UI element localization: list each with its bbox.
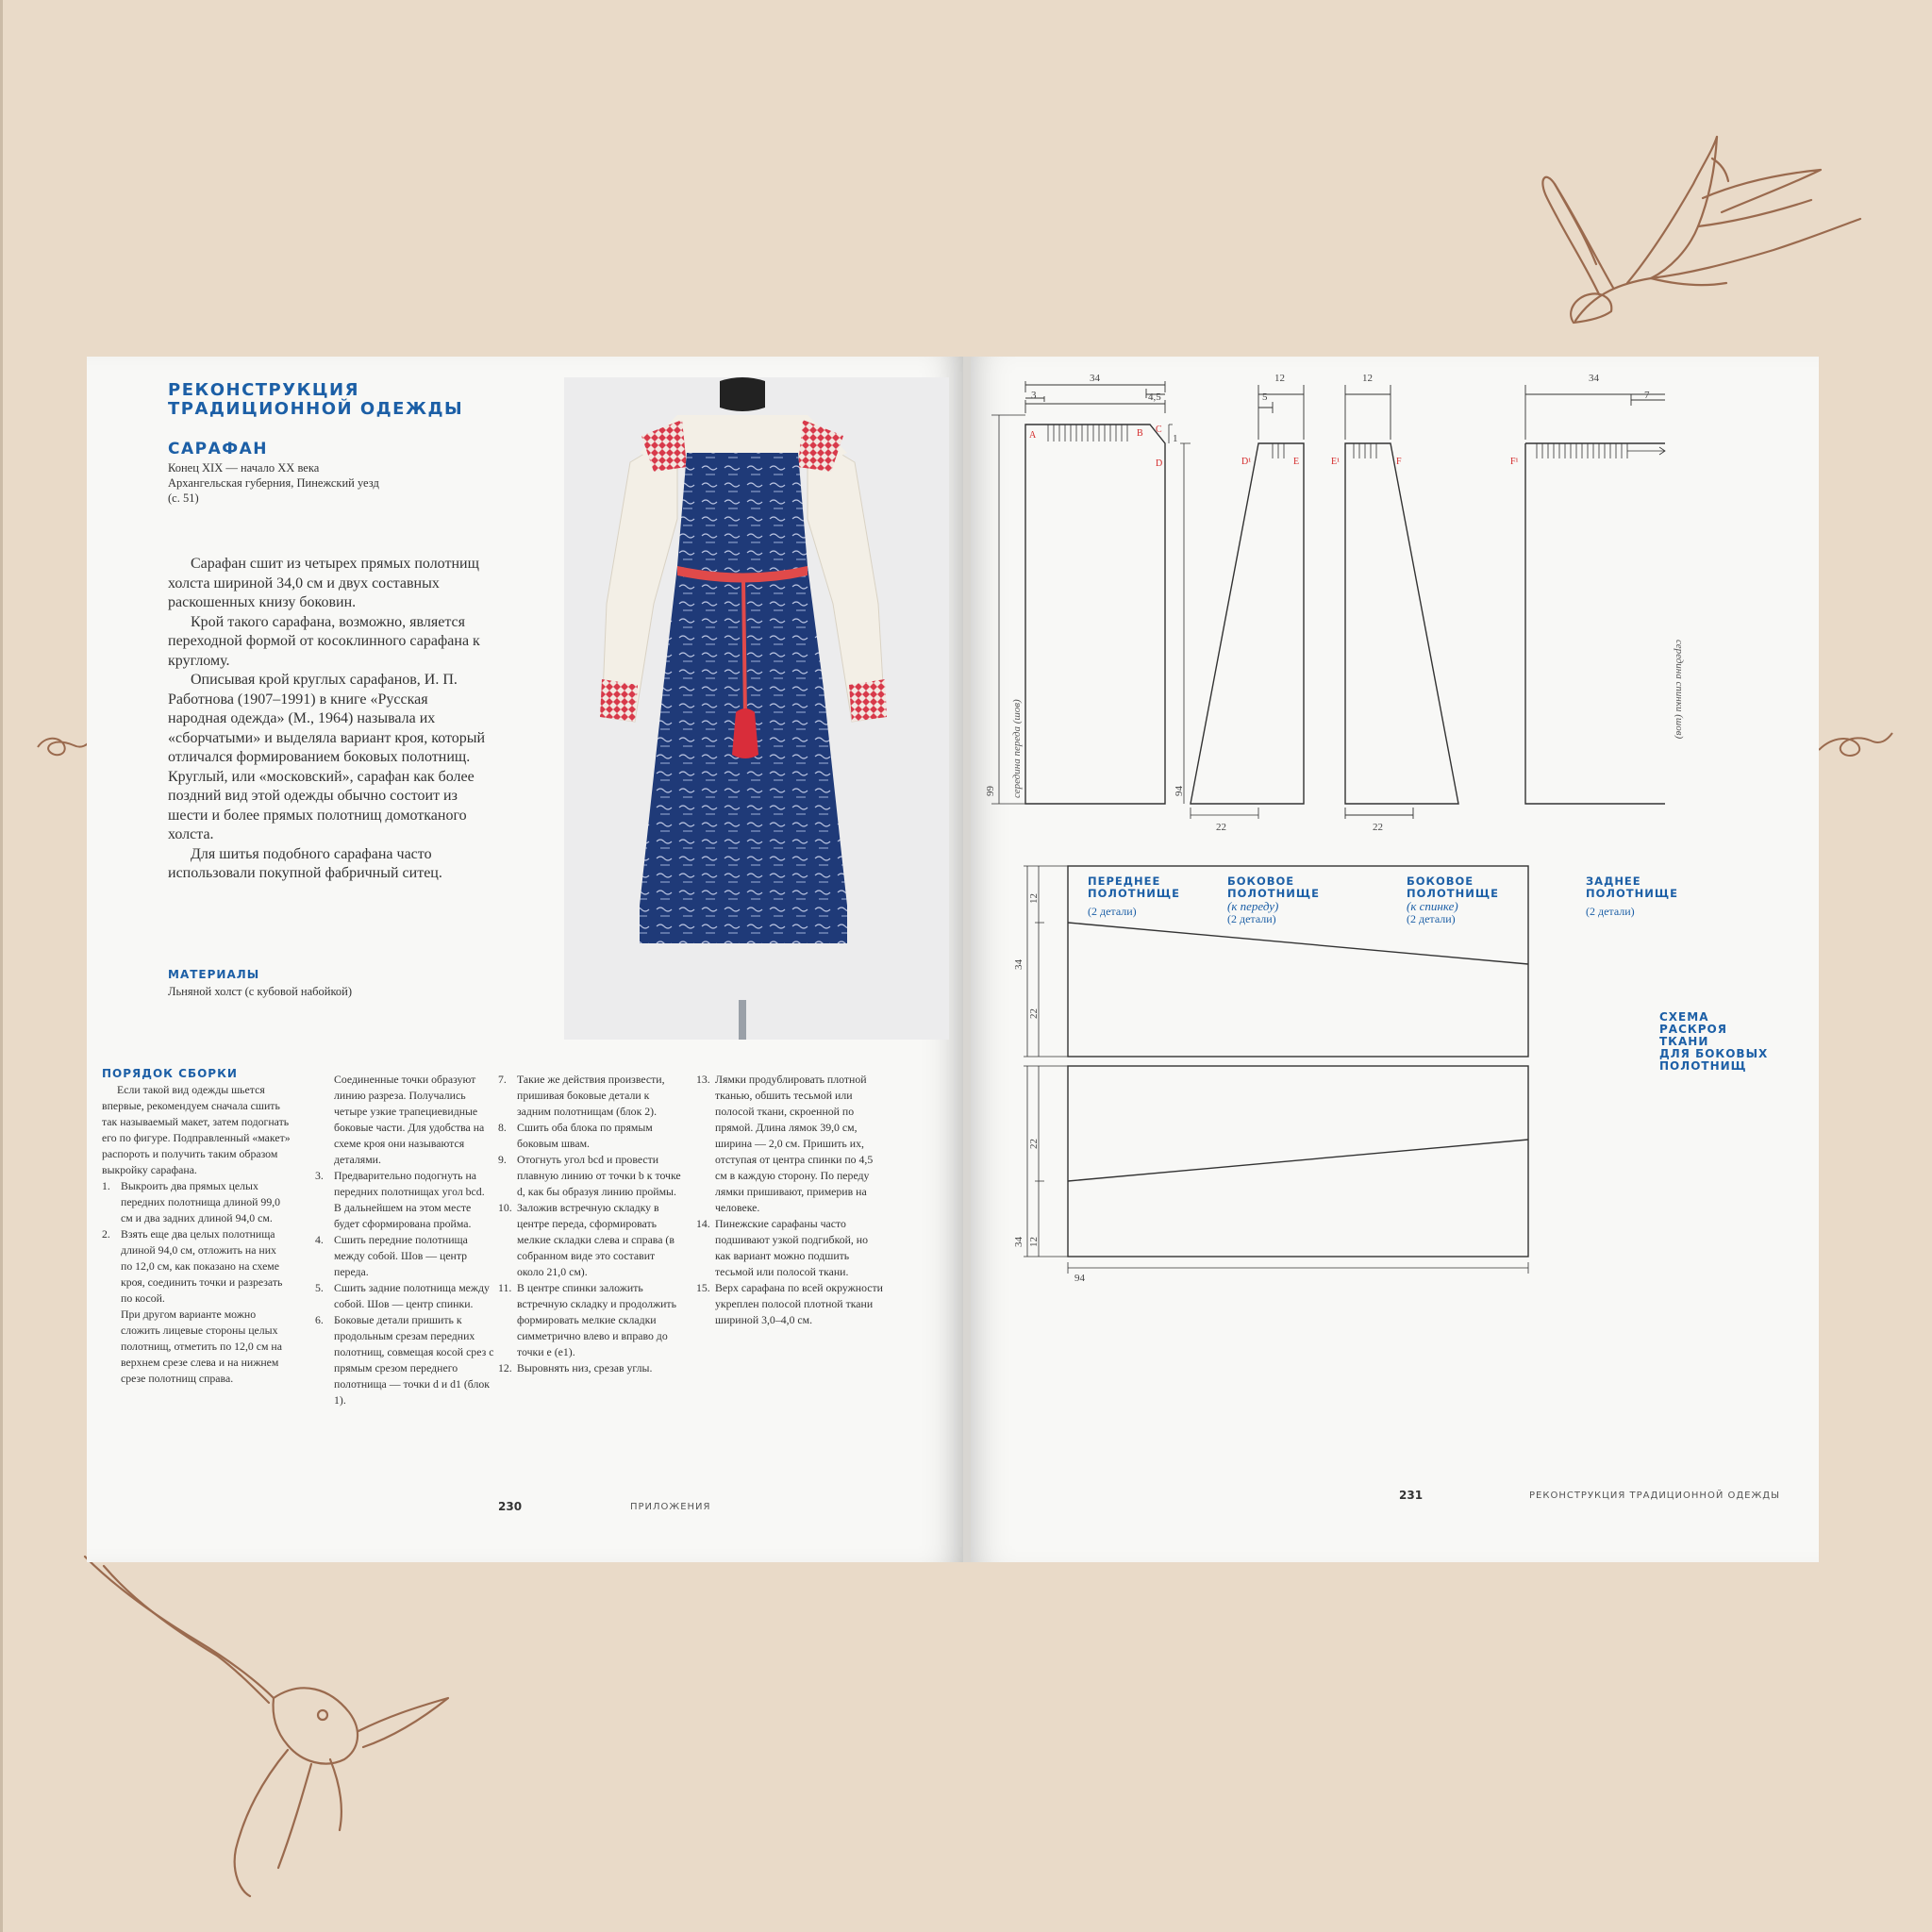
intro-paragraph: Описывая крой круглых сарафанов, И. П. Работнова (1907–1991) в книге «Русская народная одежда» (М., 1964) называла их «сборчатыми» и выделяла вариант кроя, который отличался формированием боковых полотнищ. Круглый, или «московский», сарафан как более поздний вид этой одежды обычно состоит из шести и более прямых полотнищ домотканого холста.	[168, 672, 486, 842]
cut-schema-rect-2	[1068, 1066, 1528, 1257]
point-e1: E¹	[1331, 457, 1341, 467]
front-dims	[1025, 381, 1165, 413]
right-page	[971, 357, 1819, 1562]
step-note: При другом варианте можно сложить лицевые стороны целых полотнищ, отметить по 12,0 см на верхнем срезе слева и на нижнем срезе полотнищ справа.	[121, 1307, 282, 1385]
dim-label: 5	[1262, 391, 1268, 403]
point-a: A	[1029, 430, 1037, 441]
dim-label: 22	[1028, 1139, 1040, 1149]
dim-label: 12	[1028, 893, 1040, 904]
dim-label: 34	[1013, 1237, 1024, 1247]
panel-name: ПЕРЕДНЕЕ ПОЛОТНИЩЕ	[1088, 874, 1180, 900]
point-c: C	[1156, 425, 1162, 435]
assembly-step	[102, 1178, 291, 1226]
assembly-step	[498, 1072, 683, 1120]
running-head-right: РЕКОНСТРУКЦИЯ ТРАДИЦИОННОЙ ОДЕЖДЫ	[1529, 1491, 1780, 1501]
side-front-outline	[1191, 443, 1304, 804]
cut-line-1	[1068, 923, 1528, 964]
dim-label: 1	[1173, 433, 1178, 444]
point-d1: D¹	[1241, 457, 1252, 467]
label-back-panel	[1586, 875, 1678, 918]
dim-label: 34	[1589, 373, 1599, 384]
assembly-step	[498, 1280, 683, 1360]
item-title: САРАФАН	[168, 440, 268, 458]
dim-label: 12	[1274, 373, 1285, 384]
assembly-step	[498, 1200, 683, 1280]
panel-name: БОКОВОЕ ПОЛОТНИЩЕ	[1407, 874, 1499, 900]
assembly-column-3	[498, 1072, 683, 1376]
dim-label: 94	[1074, 1273, 1085, 1284]
step-number: 11.	[498, 1281, 512, 1294]
seam-label-front: середина переда (шов)	[1011, 699, 1023, 798]
step-number: 13.	[696, 1073, 710, 1086]
assembly-step	[696, 1280, 885, 1328]
step-text: Верх сарафана по всей окружности укреплен полосой плотной ткани шириной 3,0–4,0 см.	[715, 1281, 883, 1326]
step-text: Боковые детали пришить к продольным срезам передних полотнищ, совмещая косой срез с прямым срезом переднего полотнища — точки d и d1 (блок 1).	[334, 1313, 494, 1407]
step-text: Выкроить два прямых целых передних полотнища длиной 99,0 см и два задних длиной 94,0 см.	[121, 1179, 281, 1224]
step-text: Отогнуть угол bcd и провести плавную линию от точки b к точке d, как бы образуя линию проймы.	[517, 1153, 681, 1198]
step-text: Сшить задние полотнища между собой. Шов — центр спинки.	[334, 1281, 490, 1310]
pattern-diagram	[971, 357, 1819, 1562]
dim-label: 7	[1644, 390, 1650, 401]
side-back-pleats	[1354, 443, 1376, 458]
step-text: Пинежские сарафаны часто подшивают узкой подгибкой, но как вариант можно подшить тесьмой или полосой ткани.	[715, 1217, 869, 1278]
ornament-left	[36, 726, 92, 764]
assembly-step	[315, 1280, 494, 1312]
point-b: B	[1137, 428, 1143, 439]
dim-label: 22	[1028, 1008, 1040, 1019]
panel-qty: (2 детали)	[1227, 912, 1276, 925]
dim-label: 22	[1216, 822, 1226, 833]
meta-line: Конец XIX — начало XX века	[168, 461, 320, 475]
background-edge	[0, 0, 3, 1932]
assembly-step	[498, 1152, 683, 1200]
seam-label-back: середина спинки (шов)	[1674, 640, 1685, 740]
step-text: Такие же действия произвести, пришивая боковые детали к задним полотнищам (блок 2).	[517, 1073, 665, 1118]
assembly-heading: ПОРЯДОК СБОРКИ	[102, 1067, 238, 1080]
front-panel-outline	[1025, 425, 1165, 804]
step-number: 15.	[696, 1281, 710, 1294]
step-number: 12.	[498, 1361, 512, 1374]
intro-paragraph: Для шитья подобного сарафана часто использовали покупной фабричный ситец.	[168, 845, 442, 881]
front-pleats	[1048, 425, 1127, 441]
step-note: Соединенные точки образуют линию разреза. Получались четыре узкие трапециевидные боковые части. Для удобства на схеме кроя они называются деталями.	[334, 1073, 485, 1166]
step-text: Выровнять низ, срезав углы.	[517, 1361, 653, 1374]
ornament-right	[1819, 722, 1894, 769]
cut-schema-label: СХЕМА РАСКРОЯ ТКАНИ ДЛЯ БОКОВЫХ ПОЛОТНИЩ	[1659, 1010, 1769, 1073]
swallow-illustration-top-right	[1509, 94, 1868, 340]
intro-paragraph: Сарафан сшит из четырех прямых полотнищ холста шириной 34,0 см и двух составных раскошенных книзу боковин.	[168, 556, 479, 610]
assembly-step	[498, 1120, 683, 1152]
back-pleats	[1537, 443, 1627, 458]
dim-label: 12	[1362, 373, 1373, 384]
dim-label: 12	[1028, 1237, 1040, 1247]
assembly-step	[315, 1168, 494, 1232]
dim-label: 22	[1373, 822, 1383, 833]
step-text: Сшить оба блока по прямым боковым швам.	[517, 1121, 653, 1150]
meta-line: Архангельская губерния, Пинежский уезд	[168, 476, 379, 490]
step-number: 4.	[315, 1233, 324, 1246]
step-number: 2.	[102, 1227, 110, 1241]
dim-label: 34	[1090, 373, 1100, 384]
panel-qty: (2 детали)	[1586, 905, 1635, 918]
step-number: 3.	[315, 1169, 324, 1182]
panel-qty: (2 детали)	[1407, 912, 1456, 925]
assembly-step	[315, 1312, 494, 1408]
step-number: 9.	[498, 1153, 507, 1166]
sarafan-photo	[564, 377, 949, 1040]
side-back-outline	[1345, 443, 1458, 804]
left-page	[87, 357, 963, 1562]
meta-line: (с. 51)	[168, 491, 199, 505]
step-number: 1.	[102, 1179, 110, 1192]
cut-line-2	[1068, 1140, 1528, 1181]
assembly-intro: Если такой вид одежды шьется впервые, рекомендуем сначала сшить так называемый макет, затем подогнать его по фигуре. Подправленный «макет» распороть и получить таким образом выкройку сарафана.	[102, 1083, 291, 1176]
step-text: Предварительно подогнуть на передних полотнищах угол bcd. В дальнейшем на этом месте будет сформирована пройма.	[334, 1169, 485, 1230]
point-f1: F¹	[1510, 457, 1519, 467]
point-f: F	[1396, 457, 1402, 467]
dim-label: 34	[1013, 959, 1024, 970]
step-number: 6.	[315, 1313, 324, 1326]
panel-note: (к переду)	[1227, 899, 1279, 913]
materials-heading: МАТЕРИАЛЫ	[168, 968, 260, 981]
dim-label: 3	[1031, 390, 1037, 401]
step-number: 7.	[498, 1073, 507, 1086]
sarafan-figure	[564, 377, 949, 1040]
assembly-column-2	[315, 1072, 494, 1408]
dim-label: 4,5	[1148, 391, 1161, 403]
intro-paragraph: Крой такого сарафана, возможно, является переходной формой от косоклинного сарафана к круглому.	[168, 613, 480, 669]
page-number-left: 230	[498, 1500, 523, 1513]
assembly-step	[696, 1216, 885, 1280]
section-title: РЕКОНСТРУКЦИЯ ТРАДИЦИОННОЙ ОДЕЖДЫ	[168, 380, 464, 419]
book-spread	[87, 357, 1819, 1562]
back-panel-outline	[1525, 443, 1665, 804]
assembly-step	[315, 1232, 494, 1280]
panel-name: ЗАДНЕЕ ПОЛОТНИЩЕ	[1586, 874, 1678, 900]
step-text: Лямки продублировать плотной тканью, обшить тесьмой или полосой ткани, скроенной по прямой. Длина лямок 39,0 см, ширина — 2,0 см. Пришить их, отступая от центра спинки по 4,5 см в каждую сторону. По переду лямки пришивают, примерив на человеке.	[715, 1073, 874, 1214]
step-text: В центре спинки заложить встречную складку и продолжить формировать мелкие складки симметрично влево и вправо до точки е (е1).	[517, 1281, 676, 1358]
step-text: Заложив встречную складку в центре переда, сформировать мелкие складки слева и справа (в собранном виде это составит около 21,0 см).	[517, 1201, 675, 1278]
point-d: D	[1156, 458, 1163, 469]
step-number: 14.	[696, 1217, 710, 1230]
side-front-pleats	[1273, 443, 1284, 458]
panel-qty: (2 детали)	[1088, 905, 1137, 918]
dim-label: 99	[985, 786, 996, 796]
running-head-left: ПРИЛОЖЕНИЯ	[630, 1502, 711, 1512]
panel-name: БОКОВОЕ ПОЛОТНИЩЕ	[1227, 874, 1320, 900]
item-meta	[168, 460, 379, 506]
book-gutter	[963, 357, 971, 1562]
dim-label: 94	[1174, 786, 1185, 796]
label-side-front-panel	[1227, 875, 1320, 925]
page-number-right: 231	[1399, 1489, 1424, 1502]
label-front-panel	[1088, 875, 1180, 918]
point-e: E	[1293, 457, 1300, 467]
step-number: 8.	[498, 1121, 507, 1134]
intro-text	[168, 555, 489, 884]
assembly-step	[102, 1226, 291, 1307]
step-text: Сшить передние полотнища между собой. Шов — центр переда.	[334, 1233, 468, 1278]
assembly-column-4	[696, 1072, 885, 1328]
step-number: 5.	[315, 1281, 324, 1294]
materials-text: Льняной холст (с кубовой набойкой)	[168, 985, 352, 998]
step-text: Взять еще два целых полотнища длиной 94,0 см, отложить на них по 12,0 см, как показано на схеме кроя, соединить точки и разрезать по косой.	[121, 1227, 283, 1305]
assembly-step	[696, 1072, 885, 1216]
swallow-illustration-bottom-left	[75, 1547, 481, 1906]
assembly-column-1	[102, 1066, 291, 1387]
assembly-step	[498, 1360, 683, 1376]
step-number: 10.	[498, 1201, 512, 1214]
label-side-back-panel	[1407, 875, 1499, 925]
panel-note: (к спинке)	[1407, 899, 1458, 913]
